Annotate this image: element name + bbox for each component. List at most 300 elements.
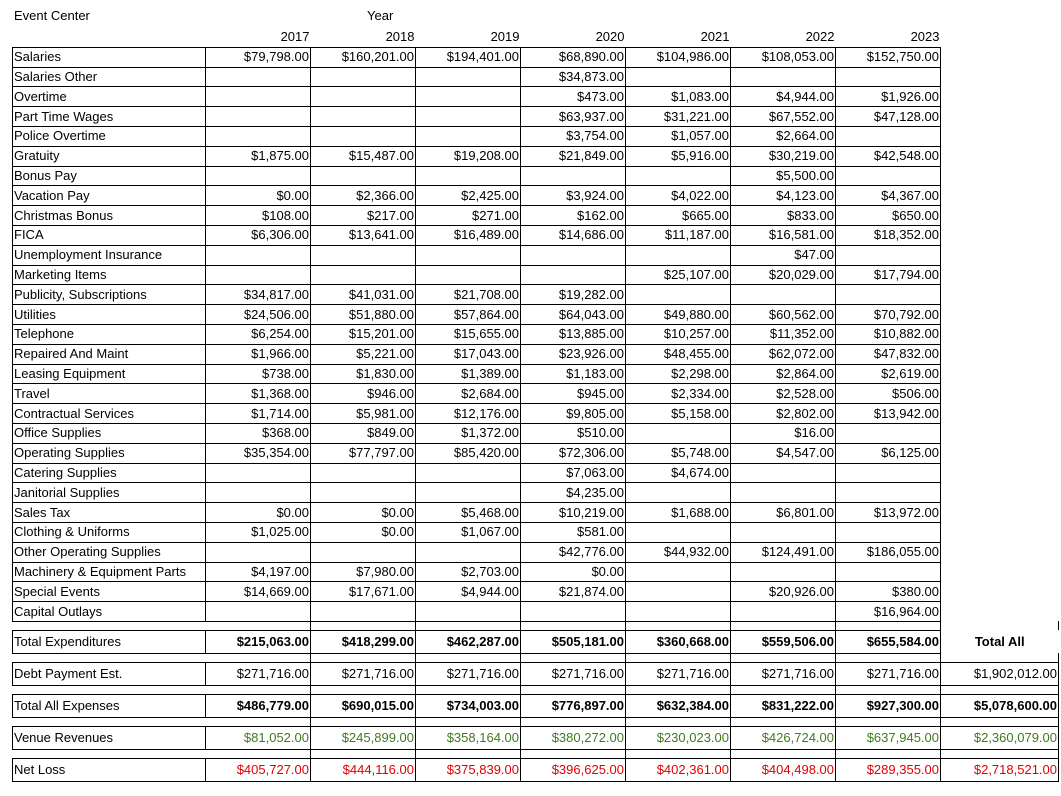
value-cell[interactable]: $81,052.00 [206, 726, 311, 749]
value-cell[interactable] [206, 245, 311, 265]
value-cell[interactable]: $17,794.00 [836, 265, 941, 285]
spacer[interactable] [941, 717, 1059, 726]
spacer[interactable] [13, 653, 206, 662]
empty-cell[interactable] [941, 305, 1059, 325]
value-cell[interactable]: $655,584.00 [836, 630, 941, 653]
row-label[interactable]: Gratuity [13, 146, 206, 166]
value-cell[interactable] [836, 423, 941, 443]
value-cell[interactable]: $358,164.00 [416, 726, 521, 749]
value-cell[interactable]: $20,029.00 [731, 265, 836, 285]
value-cell[interactable]: $217.00 [311, 206, 416, 226]
value-cell[interactable]: $1,688.00 [626, 503, 731, 523]
value-cell[interactable] [836, 245, 941, 265]
value-cell[interactable]: $380,272.00 [521, 726, 626, 749]
value-cell[interactable]: $1,966.00 [206, 344, 311, 364]
value-cell[interactable]: $1,083.00 [626, 87, 731, 107]
row-label[interactable]: Net Loss [13, 758, 206, 781]
value-cell[interactable]: $230,023.00 [626, 726, 731, 749]
value-cell[interactable] [311, 166, 416, 186]
value-cell[interactable]: $15,655.00 [416, 324, 521, 344]
value-cell[interactable]: $34,873.00 [521, 67, 626, 87]
value-cell[interactable]: $506.00 [836, 384, 941, 404]
spacer[interactable] [731, 685, 836, 694]
value-cell[interactable]: $24,506.00 [206, 305, 311, 325]
value-cell[interactable]: $581.00 [521, 522, 626, 542]
value-cell[interactable]: $505,181.00 [521, 630, 626, 653]
value-cell[interactable]: $63,937.00 [521, 107, 626, 127]
value-cell[interactable]: $5,158.00 [626, 404, 731, 424]
value-cell[interactable] [416, 67, 521, 87]
spacer[interactable] [206, 749, 311, 758]
value-cell[interactable] [416, 483, 521, 503]
spacer[interactable] [206, 685, 311, 694]
value-cell[interactable] [311, 542, 416, 562]
value-cell[interactable]: $4,674.00 [626, 463, 731, 483]
value-cell[interactable]: $10,219.00 [521, 503, 626, 523]
value-cell[interactable]: $72,306.00 [521, 443, 626, 463]
row-label[interactable]: Salaries [13, 47, 206, 67]
value-cell[interactable]: $637,945.00 [836, 726, 941, 749]
spacer[interactable] [731, 717, 836, 726]
value-cell[interactable]: $426,724.00 [731, 726, 836, 749]
value-cell[interactable]: $271,716.00 [416, 662, 521, 685]
value-cell[interactable] [836, 285, 941, 305]
row-label[interactable]: Vacation Pay [13, 186, 206, 206]
value-cell[interactable] [206, 126, 311, 146]
value-cell[interactable]: $2,619.00 [836, 364, 941, 384]
value-cell[interactable]: $20,926.00 [731, 582, 836, 602]
value-cell[interactable] [521, 245, 626, 265]
value-cell[interactable]: $396,625.00 [521, 758, 626, 781]
row-label[interactable]: Leasing Equipment [13, 364, 206, 384]
row-label[interactable]: Machinery & Equipment Parts [13, 562, 206, 582]
spacer[interactable] [521, 653, 626, 662]
value-cell[interactable]: $64,043.00 [521, 305, 626, 325]
spacer[interactable] [206, 653, 311, 662]
spacer[interactable] [311, 653, 416, 662]
value-cell[interactable] [416, 542, 521, 562]
value-cell[interactable]: $3,754.00 [521, 126, 626, 146]
value-cell[interactable]: $1,025.00 [206, 522, 311, 542]
value-cell[interactable] [206, 542, 311, 562]
spacer[interactable] [941, 621, 1059, 630]
row-label[interactable]: Part Time Wages [13, 107, 206, 127]
value-cell[interactable]: $17,671.00 [311, 582, 416, 602]
value-cell[interactable]: $85,420.00 [416, 443, 521, 463]
empty-cell[interactable] [941, 344, 1059, 364]
spacer[interactable] [731, 653, 836, 662]
value-cell[interactable] [836, 522, 941, 542]
spacer[interactable] [416, 717, 521, 726]
row-label[interactable]: Travel [13, 384, 206, 404]
row-label[interactable]: Salaries Other [13, 67, 206, 87]
value-cell[interactable] [626, 483, 731, 503]
value-cell[interactable]: $30,219.00 [731, 146, 836, 166]
value-cell[interactable] [626, 67, 731, 87]
row-label[interactable]: Other Operating Supplies [13, 542, 206, 562]
value-cell[interactable]: $418,299.00 [311, 630, 416, 653]
value-cell[interactable]: $41,031.00 [311, 285, 416, 305]
value-cell[interactable]: $194,401.00 [416, 47, 521, 67]
value-cell[interactable] [206, 166, 311, 186]
row-label[interactable]: Sales Tax [13, 503, 206, 523]
value-cell[interactable] [311, 265, 416, 285]
value-cell[interactable] [311, 245, 416, 265]
value-cell[interactable]: $1,830.00 [311, 364, 416, 384]
row-label[interactable]: Repaired And Maint [13, 344, 206, 364]
value-cell[interactable]: $0.00 [206, 503, 311, 523]
row-label[interactable]: Janitorial Supplies [13, 483, 206, 503]
spacer[interactable] [626, 717, 731, 726]
value-cell[interactable]: $47,832.00 [836, 344, 941, 364]
value-cell[interactable]: $360,668.00 [626, 630, 731, 653]
value-cell[interactable]: $10,257.00 [626, 324, 731, 344]
value-cell[interactable]: $62,072.00 [731, 344, 836, 364]
value-cell[interactable]: $108.00 [206, 206, 311, 226]
value-cell[interactable]: $160,201.00 [311, 47, 416, 67]
empty-cell[interactable] [941, 206, 1059, 226]
empty-cell[interactable] [941, 602, 1059, 622]
value-cell[interactable] [416, 245, 521, 265]
spacer[interactable] [311, 621, 416, 630]
empty-cell[interactable] [941, 126, 1059, 146]
value-cell[interactable] [311, 126, 416, 146]
value-cell[interactable]: $486,779.00 [206, 694, 311, 717]
row-label[interactable]: Contractual Services [13, 404, 206, 424]
spacer[interactable] [626, 653, 731, 662]
value-cell[interactable]: $0.00 [206, 186, 311, 206]
value-cell[interactable]: $444,116.00 [311, 758, 416, 781]
value-cell[interactable] [626, 245, 731, 265]
year-cell[interactable]: 2020 [595, 29, 625, 45]
value-cell[interactable]: $104,986.00 [626, 47, 731, 67]
value-cell[interactable]: $4,123.00 [731, 186, 836, 206]
value-cell[interactable] [521, 166, 626, 186]
value-cell[interactable]: $271,716.00 [206, 662, 311, 685]
empty-cell[interactable] [941, 522, 1059, 542]
value-cell[interactable] [416, 265, 521, 285]
value-cell[interactable]: $13,641.00 [311, 225, 416, 245]
value-cell[interactable]: $152,750.00 [836, 47, 941, 67]
value-cell[interactable]: $16,964.00 [836, 602, 941, 622]
value-cell[interactable]: $13,972.00 [836, 503, 941, 523]
year-cell[interactable]: 2017 [280, 29, 310, 45]
empty-cell[interactable] [941, 285, 1059, 305]
header-blank[interactable] [13, 28, 206, 47]
value-cell[interactable]: $10,882.00 [836, 324, 941, 344]
empty-cell[interactable] [941, 166, 1059, 186]
value-cell[interactable] [311, 87, 416, 107]
value-cell[interactable]: $4,022.00 [626, 186, 731, 206]
value-cell[interactable]: $776,897.00 [521, 694, 626, 717]
value-cell[interactable]: $271,716.00 [521, 662, 626, 685]
row-label[interactable]: Special Events [13, 582, 206, 602]
empty-cell[interactable] [941, 404, 1059, 424]
value-cell[interactable]: $49,880.00 [626, 305, 731, 325]
value-cell[interactable]: $1,926.00 [836, 87, 941, 107]
empty-cell[interactable] [941, 324, 1059, 344]
value-cell[interactable]: $14,669.00 [206, 582, 311, 602]
value-cell[interactable]: $11,187.00 [626, 225, 731, 245]
value-cell[interactable]: $18,352.00 [836, 225, 941, 245]
value-cell[interactable]: $4,547.00 [731, 443, 836, 463]
value-cell[interactable]: $1,372.00 [416, 423, 521, 443]
value-cell[interactable]: $402,361.00 [626, 758, 731, 781]
value-cell[interactable]: $16,489.00 [416, 225, 521, 245]
value-cell[interactable]: $6,125.00 [836, 443, 941, 463]
spacer[interactable] [731, 621, 836, 630]
spacer[interactable] [731, 749, 836, 758]
value-cell[interactable]: $19,282.00 [521, 285, 626, 305]
value-cell[interactable]: $2,703.00 [416, 562, 521, 582]
value-cell[interactable] [416, 107, 521, 127]
value-cell[interactable]: $5,500.00 [731, 166, 836, 186]
value-cell[interactable]: $42,776.00 [521, 542, 626, 562]
value-cell[interactable]: $462,287.00 [416, 630, 521, 653]
value-cell[interactable] [206, 87, 311, 107]
value-cell[interactable]: $375,839.00 [416, 758, 521, 781]
row-label[interactable]: Clothing & Uniforms [13, 522, 206, 542]
value-cell[interactable] [206, 107, 311, 127]
empty-cell[interactable] [941, 463, 1059, 483]
value-cell[interactable] [731, 285, 836, 305]
value-cell[interactable]: $0.00 [521, 562, 626, 582]
value-cell[interactable]: $79,798.00 [206, 47, 311, 67]
value-cell[interactable] [311, 67, 416, 87]
value-cell[interactable]: $1,183.00 [521, 364, 626, 384]
empty-cell[interactable] [941, 265, 1059, 285]
value-cell[interactable]: $1,389.00 [416, 364, 521, 384]
value-cell[interactable]: $5,916.00 [626, 146, 731, 166]
value-cell[interactable]: $559,506.00 [731, 630, 836, 653]
spacer[interactable] [836, 685, 941, 694]
value-cell[interactable]: $380.00 [836, 582, 941, 602]
value-cell[interactable] [311, 602, 416, 622]
row-label[interactable]: Venue Revenues [13, 726, 206, 749]
value-cell[interactable]: $245,899.00 [311, 726, 416, 749]
spacer[interactable] [206, 621, 311, 630]
value-cell[interactable] [416, 87, 521, 107]
value-cell[interactable] [416, 602, 521, 622]
value-cell[interactable]: $21,874.00 [521, 582, 626, 602]
value-cell[interactable]: $0.00 [311, 503, 416, 523]
row-label[interactable]: Marketing Items [13, 265, 206, 285]
spacer[interactable] [311, 749, 416, 758]
value-cell[interactable]: $13,885.00 [521, 324, 626, 344]
total-all-cell[interactable]: $2,718,521.00 [941, 758, 1059, 781]
row-label[interactable]: Operating Supplies [13, 443, 206, 463]
year-cell[interactable]: 2023 [910, 29, 940, 45]
value-cell[interactable]: $186,055.00 [836, 542, 941, 562]
value-cell[interactable]: $7,063.00 [521, 463, 626, 483]
value-cell[interactable]: $946.00 [311, 384, 416, 404]
value-cell[interactable] [206, 265, 311, 285]
value-cell[interactable]: $35,354.00 [206, 443, 311, 463]
value-cell[interactable] [311, 483, 416, 503]
empty-cell[interactable] [941, 186, 1059, 206]
empty-cell[interactable] [941, 562, 1059, 582]
empty-cell[interactable] [941, 423, 1059, 443]
value-cell[interactable] [206, 602, 311, 622]
value-cell[interactable]: $215,063.00 [206, 630, 311, 653]
value-cell[interactable]: $271,716.00 [311, 662, 416, 685]
year-cell[interactable]: 2021 [700, 29, 730, 45]
value-cell[interactable]: $57,864.00 [416, 305, 521, 325]
spacer[interactable] [13, 621, 206, 630]
value-cell[interactable]: $9,805.00 [521, 404, 626, 424]
value-cell[interactable]: $16.00 [731, 423, 836, 443]
value-cell[interactable] [626, 602, 731, 622]
value-cell[interactable] [836, 463, 941, 483]
year-cell[interactable]: 2019 [490, 29, 520, 45]
value-cell[interactable] [731, 562, 836, 582]
value-cell[interactable] [416, 126, 521, 146]
value-cell[interactable]: $23,926.00 [521, 344, 626, 364]
value-cell[interactable]: $14,686.00 [521, 225, 626, 245]
value-cell[interactable]: $2,298.00 [626, 364, 731, 384]
value-cell[interactable]: $945.00 [521, 384, 626, 404]
spacer[interactable] [311, 717, 416, 726]
value-cell[interactable] [416, 463, 521, 483]
value-cell[interactable]: $48,455.00 [626, 344, 731, 364]
value-cell[interactable]: $162.00 [521, 206, 626, 226]
value-cell[interactable]: $5,748.00 [626, 443, 731, 463]
value-cell[interactable] [626, 166, 731, 186]
row-label[interactable]: Police Overtime [13, 126, 206, 146]
value-cell[interactable] [626, 522, 731, 542]
empty-cell[interactable] [941, 67, 1059, 87]
row-label[interactable]: Telephone [13, 324, 206, 344]
value-cell[interactable] [731, 67, 836, 87]
value-cell[interactable]: $25,107.00 [626, 265, 731, 285]
row-label[interactable]: Total Expenditures [13, 630, 206, 653]
spacer[interactable] [941, 749, 1059, 758]
empty-cell[interactable] [941, 87, 1059, 107]
value-cell[interactable]: $1,368.00 [206, 384, 311, 404]
value-cell[interactable] [416, 166, 521, 186]
value-cell[interactable]: $67,552.00 [731, 107, 836, 127]
spacer[interactable] [941, 653, 1059, 662]
value-cell[interactable] [311, 463, 416, 483]
total-all-cell[interactable]: $2,360,079.00 [941, 726, 1059, 749]
value-cell[interactable]: $734,003.00 [416, 694, 521, 717]
value-cell[interactable]: $6,254.00 [206, 324, 311, 344]
value-cell[interactable]: $15,487.00 [311, 146, 416, 166]
value-cell[interactable]: $632,384.00 [626, 694, 731, 717]
value-cell[interactable] [626, 423, 731, 443]
value-cell[interactable]: $2,425.00 [416, 186, 521, 206]
spacer[interactable] [626, 749, 731, 758]
spacer[interactable] [836, 749, 941, 758]
value-cell[interactable]: $15,201.00 [311, 324, 416, 344]
value-cell[interactable]: $5,981.00 [311, 404, 416, 424]
row-label[interactable]: Debt Payment Est. [13, 662, 206, 685]
value-cell[interactable] [731, 522, 836, 542]
value-cell[interactable]: $271.00 [416, 206, 521, 226]
empty-cell[interactable] [941, 483, 1059, 503]
value-cell[interactable]: $1,875.00 [206, 146, 311, 166]
empty-cell[interactable] [941, 364, 1059, 384]
value-cell[interactable]: $510.00 [521, 423, 626, 443]
row-label[interactable]: Overtime [13, 87, 206, 107]
value-cell[interactable]: $690,015.00 [311, 694, 416, 717]
value-cell[interactable]: $13,942.00 [836, 404, 941, 424]
value-cell[interactable]: $0.00 [311, 522, 416, 542]
value-cell[interactable]: $6,306.00 [206, 225, 311, 245]
value-cell[interactable]: $1,057.00 [626, 126, 731, 146]
value-cell[interactable]: $77,797.00 [311, 443, 416, 463]
empty-cell[interactable] [941, 443, 1059, 463]
value-cell[interactable]: $47,128.00 [836, 107, 941, 127]
value-cell[interactable]: $3,924.00 [521, 186, 626, 206]
value-cell[interactable]: $833.00 [731, 206, 836, 226]
value-cell[interactable]: $44,932.00 [626, 542, 731, 562]
spacer[interactable] [206, 717, 311, 726]
header-blank[interactable] [941, 28, 1059, 47]
value-cell[interactable]: $2,684.00 [416, 384, 521, 404]
value-cell[interactable]: $2,864.00 [731, 364, 836, 384]
row-label[interactable]: Capital Outlays [13, 602, 206, 622]
year-cell[interactable]: 2018 [385, 29, 415, 45]
value-cell[interactable]: $19,208.00 [416, 146, 521, 166]
spacer[interactable] [13, 717, 206, 726]
value-cell[interactable]: $473.00 [521, 87, 626, 107]
value-cell[interactable] [206, 463, 311, 483]
value-cell[interactable] [836, 562, 941, 582]
spacer[interactable] [941, 685, 1059, 694]
spacer[interactable] [521, 685, 626, 694]
value-cell[interactable]: $4,944.00 [731, 87, 836, 107]
value-cell[interactable] [206, 67, 311, 87]
year-cell[interactable]: 2022 [805, 29, 835, 45]
value-cell[interactable] [311, 107, 416, 127]
value-cell[interactable]: $665.00 [626, 206, 731, 226]
value-cell[interactable] [206, 483, 311, 503]
value-cell[interactable]: $6,801.00 [731, 503, 836, 523]
value-cell[interactable]: $2,802.00 [731, 404, 836, 424]
value-cell[interactable] [836, 126, 941, 146]
value-cell[interactable]: $4,235.00 [521, 483, 626, 503]
spacer[interactable] [416, 621, 521, 630]
value-cell[interactable]: $51,880.00 [311, 305, 416, 325]
value-cell[interactable]: $31,221.00 [626, 107, 731, 127]
row-label[interactable]: Office Supplies [13, 423, 206, 443]
value-cell[interactable]: $271,716.00 [626, 662, 731, 685]
spacer[interactable] [626, 621, 731, 630]
total-all-header[interactable]: Total All [974, 633, 1025, 649]
value-cell[interactable] [626, 562, 731, 582]
value-cell[interactable] [836, 483, 941, 503]
value-cell[interactable] [521, 602, 626, 622]
empty-cell[interactable] [941, 146, 1059, 166]
value-cell[interactable]: $650.00 [836, 206, 941, 226]
spacer[interactable] [836, 717, 941, 726]
empty-cell[interactable] [941, 542, 1059, 562]
spacer[interactable] [416, 653, 521, 662]
value-cell[interactable]: $7,980.00 [311, 562, 416, 582]
value-cell[interactable] [731, 602, 836, 622]
value-cell[interactable]: $271,716.00 [731, 662, 836, 685]
row-label[interactable]: Utilities [13, 305, 206, 325]
spacer[interactable] [416, 685, 521, 694]
value-cell[interactable]: $289,355.00 [836, 758, 941, 781]
spacer[interactable] [416, 749, 521, 758]
empty-cell[interactable] [941, 503, 1059, 523]
value-cell[interactable]: $68,890.00 [521, 47, 626, 67]
value-cell[interactable] [836, 67, 941, 87]
spacer[interactable] [836, 653, 941, 662]
spacer[interactable] [836, 621, 941, 630]
